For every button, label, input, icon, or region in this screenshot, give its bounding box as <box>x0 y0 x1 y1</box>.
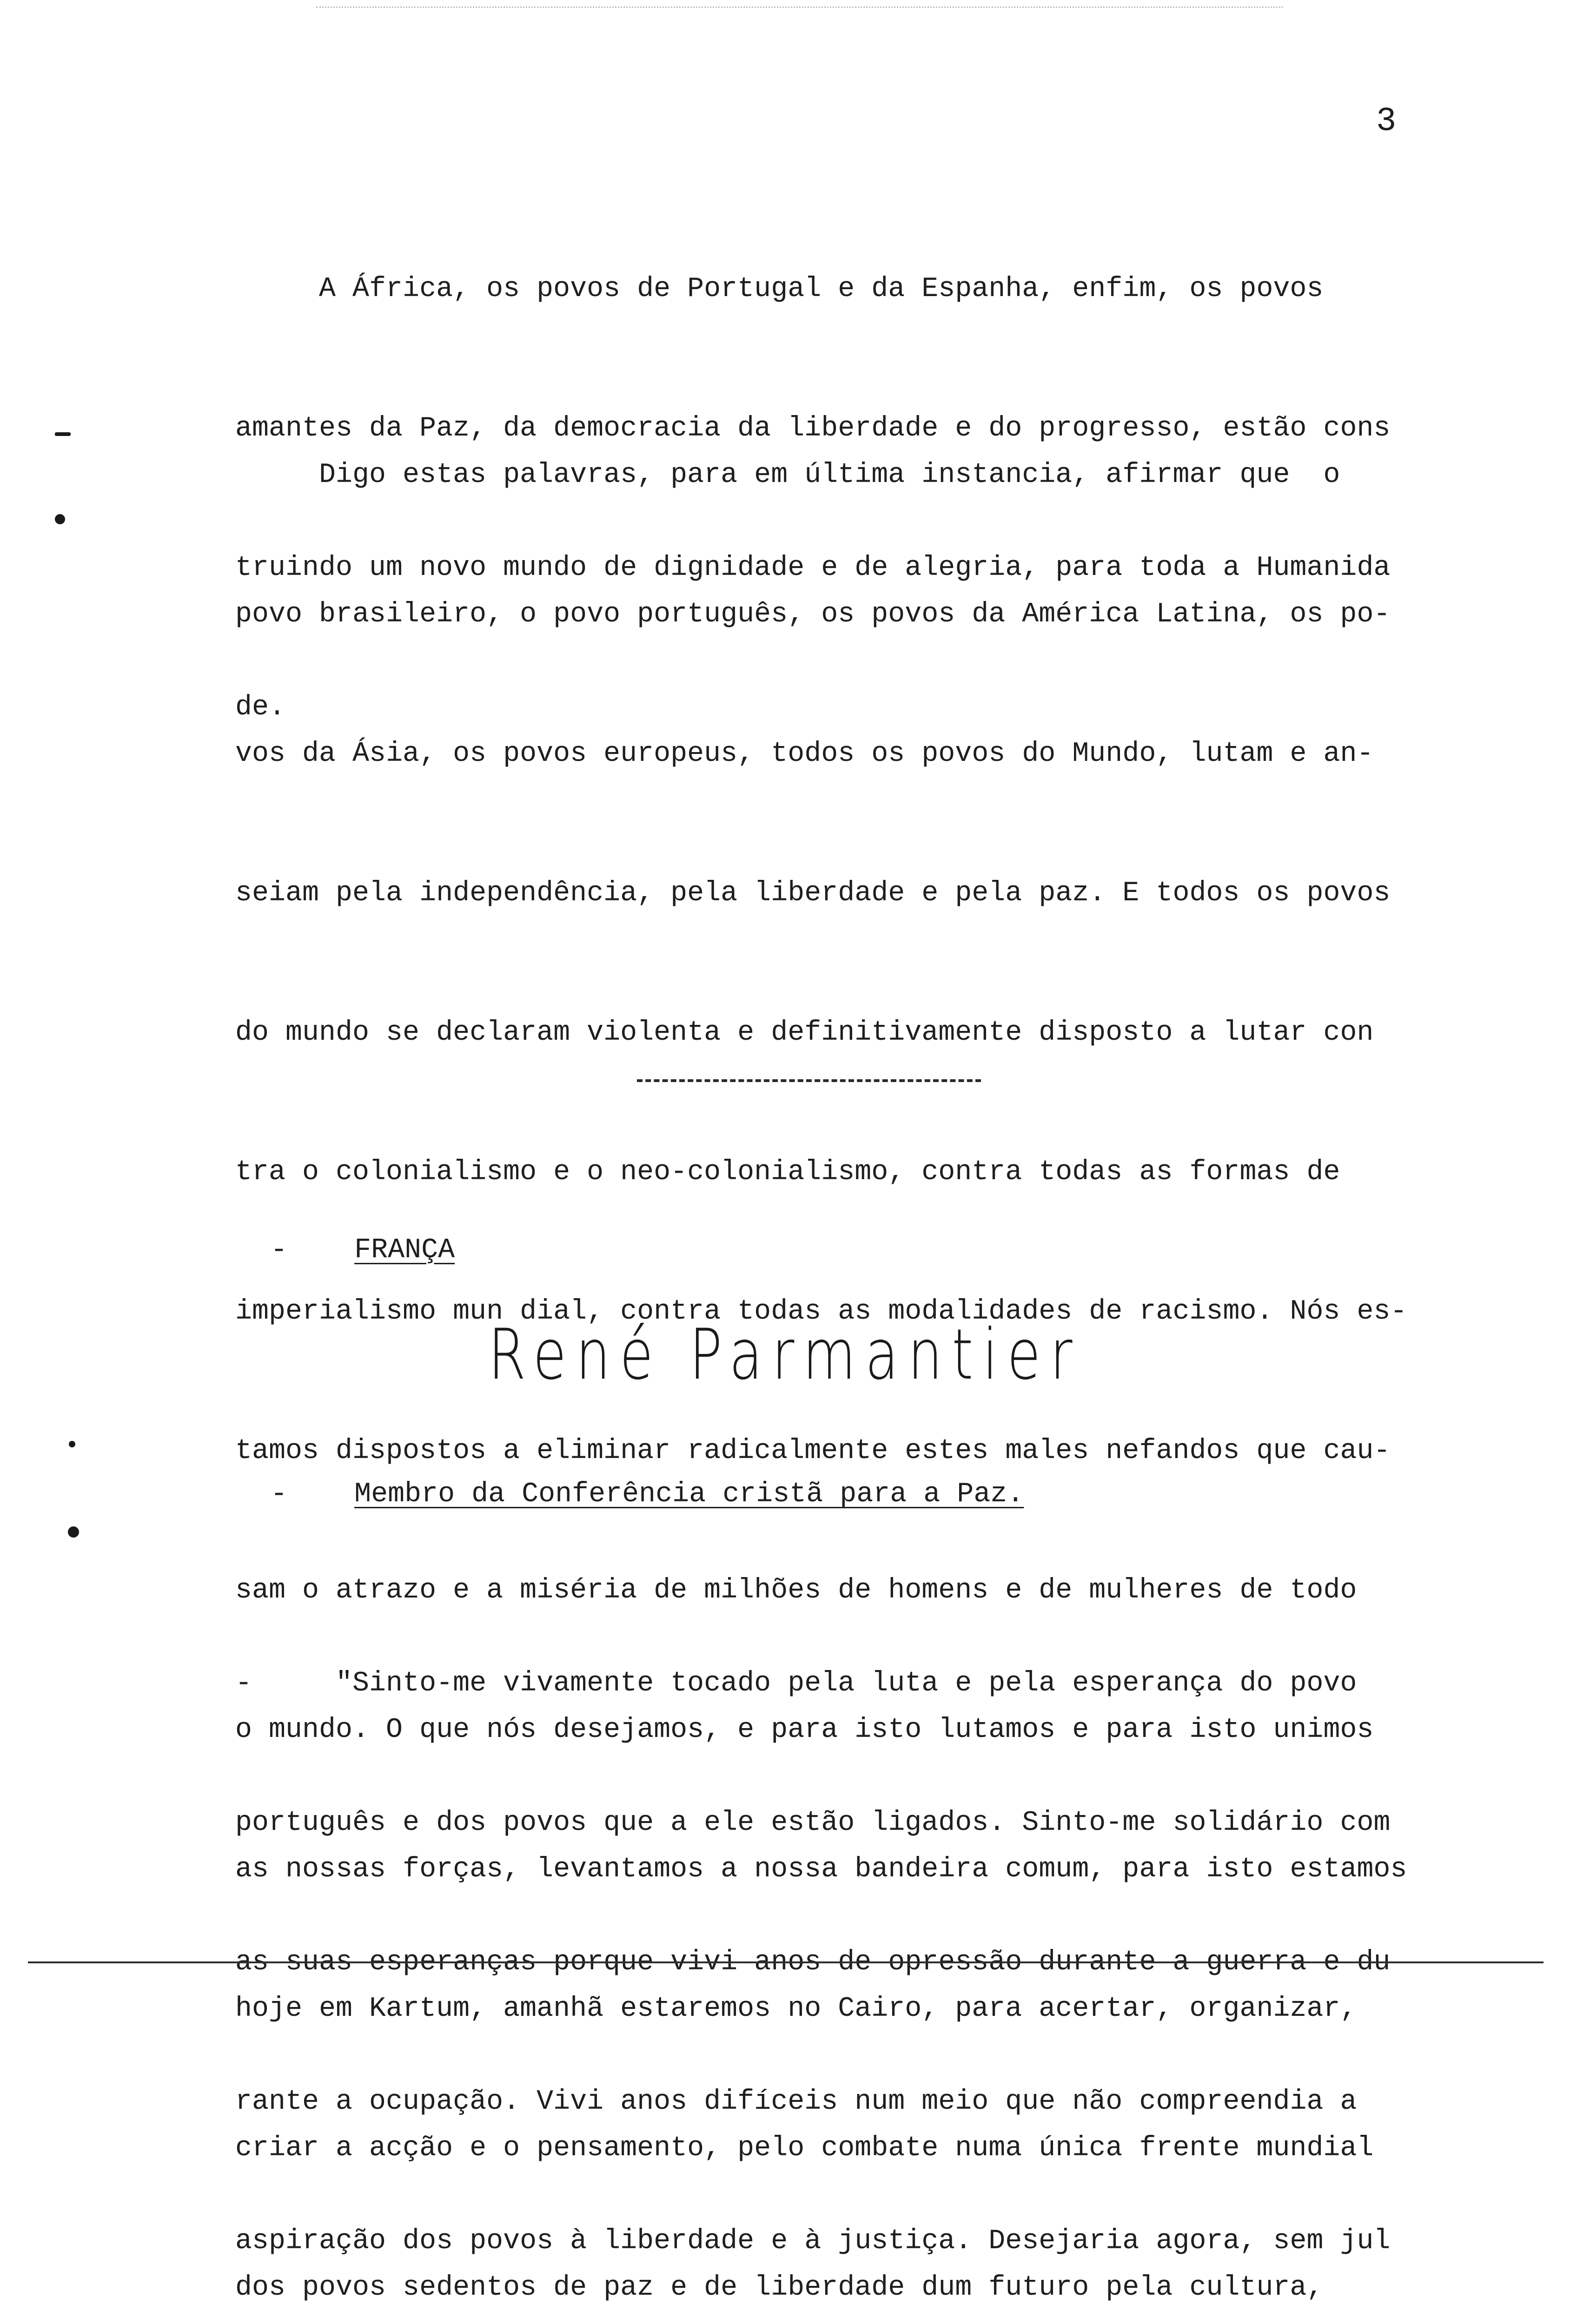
text-line: do mundo se declaram violenta e definitivamente disposto a lutar con <box>235 1017 1374 1049</box>
text-line: sam o atrazo e a miséria de milhões de homens e de mulheres de todo <box>235 1575 1357 1606</box>
text-line: tra o colonialismo e o neo-colonialismo, contra todas as formas de <box>235 1156 1340 1188</box>
author-role-line <box>237 1452 1024 1508</box>
text-line: aspiração dos povos à liberdade e à justiça. Desejaria agora, sem jul <box>235 2225 1391 2257</box>
quote-paragraph <box>235 1567 1504 2324</box>
text-line: as suas esperanças porque vivi anos de opressão durante a guerra e du <box>235 1947 1391 1978</box>
scan-top-specks <box>316 7 1283 8</box>
text-line: - "Sinto-me vivamente tocado pela luta e pela esperança do povo <box>235 1668 1357 1699</box>
text-line: de. <box>235 692 286 723</box>
page-number: 3 <box>1376 102 1397 140</box>
section-dash: - <box>271 1235 288 1266</box>
page-bottom-rule <box>28 1961 1544 1963</box>
text-line: vos da Ásia, os povos europeus, todos os povos do Mundo, lutam e an- <box>235 738 1374 770</box>
author-role: Membro da Conferência cristã para a Paz. <box>354 1479 1024 1510</box>
scan-margin-mark <box>69 1441 75 1447</box>
section-divider <box>637 1079 981 1082</box>
text-line: amantes da Paz, da democracia da liberdade e do progresso, estão cons <box>235 413 1391 444</box>
text-line: A África, os povos de Portugal e da Espanha, enfim, os povos <box>235 273 1324 305</box>
role-dash: - <box>271 1479 288 1510</box>
text-line: rante a ocupação. Vivi anos difíceis num meio que não compreendia a <box>235 2086 1357 2118</box>
text-line: português e dos povos que a ele estão ligados. Sinto-me solidário com <box>235 1807 1391 1839</box>
section-heading <box>237 1208 455 1264</box>
text-line: hoje em Kartum, amanhã estaremos no Cairo, para acertar, organizar, <box>235 1993 1357 2025</box>
text-line: Digo estas palavras, para em última instancia, afirmar que o <box>235 459 1340 491</box>
text-line: tamos dispostos a eliminar radicalmente estes males nefandos que cau- <box>235 1435 1391 1467</box>
country-heading: FRANÇA <box>354 1235 455 1266</box>
text-line: truindo um novo mundo de dignidade e de alegria, para toda a Humanida <box>235 552 1391 584</box>
scan-margin-mark <box>68 1526 79 1538</box>
scan-margin-mark <box>55 432 71 436</box>
text-line: dos povos sedentos de paz e de liberdade dum futuro pela cultura, <box>235 2272 1324 2304</box>
text-line: o mundo. O que nós desejamos, e para isto lutamos e para isto unimos <box>235 1714 1374 1746</box>
text-line: imperialismo mun dial, contra todas as modalidades de racismo. Nós es- <box>235 1296 1407 1327</box>
author-name: René Parmantier <box>488 1314 1082 1395</box>
text-line: povo brasileiro, o povo português, os povos da América Latina, os po- <box>235 599 1391 630</box>
text-line: seiam pela independência, pela liberdade e pela paz. E todos os povos <box>235 878 1391 909</box>
scan-margin-mark <box>55 514 65 524</box>
text-line: as nossas forças, levantamos a nossa bandeira comum, para isto estamos <box>235 1854 1407 1885</box>
text-line: criar a acção e o pensamento, pelo combate numa única frente mundial <box>235 2133 1374 2164</box>
